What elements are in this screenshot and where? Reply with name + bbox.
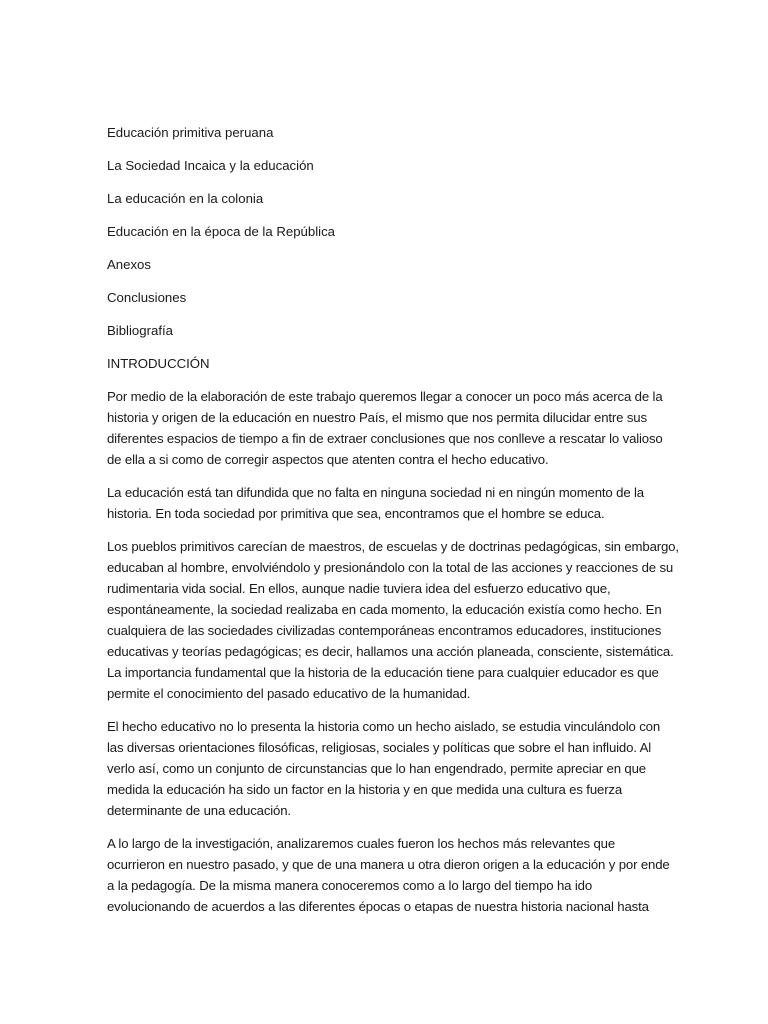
paragraph (107, 482, 663, 524)
paragraph-line: verlo así, como un conjunto de circunstancias que lo han engendrado, permite apreciar en que (107, 761, 646, 776)
paragraph (107, 536, 679, 704)
toc-item: Educación en la época de la República (107, 224, 336, 239)
document-body (107, 122, 679, 929)
paragraph-line: permite el conocimiento del pasado educativo de la humanidad. (107, 686, 471, 701)
paragraph-line: evolucionando de acuerdos a las diferentes épocas o etapas de nuestra historia nacional hasta (107, 899, 649, 914)
paragraph-line: Los pueblos primitivos carecían de maestros, de escuelas y de doctrinas pedagógicas, sin embargo, (107, 539, 679, 554)
paragraph-line: La importancia fundamental que la historia de la educación tiene para cualquier educador es que (107, 665, 659, 680)
paragraph-line: educativas y teorías pedagógicas; es decir, hallamos una acción planeada, consciente, sistemática. (107, 644, 674, 659)
paragraph-line: educaban al hombre, envolviéndolo y presionándolo con la total de las acciones y reacciones de su (107, 560, 674, 575)
paragraph-line: medida la educación ha sido un factor en la historia y en que medida una cultura es fuerza (107, 782, 623, 797)
paragraph-line: espontáneamente, la sociedad realizaba en cada momento, la educación existía como hecho. En (107, 602, 662, 617)
toc-item: Anexos (107, 257, 151, 272)
paragraph-line: A lo largo de la investigación, analizaremos cuales fueron los hechos más relevantes que (107, 836, 616, 851)
paragraph (107, 716, 663, 821)
paragraph-line: Por medio de la elaboración de este trabajo queremos llegar a conocer un poco más acerca de la (107, 389, 663, 404)
paragraph-line: cualquiera de las sociedades civilizadas contemporáneas encontramos educadores, instituciones (107, 623, 662, 638)
paragraph-line: a la pedagogía. De la misma manera conoceremos como a lo largo del tiempo ha ido (107, 878, 593, 893)
toc-item: La Sociedad Incaica y la educación (107, 158, 314, 173)
section-heading: INTRODUCCIÓN (107, 356, 210, 371)
table-of-contents (107, 122, 663, 341)
paragraph (107, 833, 670, 917)
paragraph-line: de ella a si como de corregir aspectos que atenten contra el hecho educativo. (107, 452, 549, 467)
paragraph-line: El hecho educativo no lo presenta la historia como un hecho aislado, se estudia vinculándolo con (107, 719, 661, 734)
paragraph-line: ocurrieron en nuestro pasado, y que de una manera u otra dieron origen a la educación y por ende (107, 857, 670, 872)
paragraph-line: determinante de una educación. (107, 803, 291, 818)
toc-item: Educación primitiva peruana (107, 125, 274, 140)
paragraph-line: historia. En toda sociedad por primitiva que sea, encontramos que el hombre se educa. (107, 506, 605, 521)
toc-item: La educación en la colonia (107, 191, 264, 206)
paragraph-line: las diversas orientaciones filosóficas, religiosas, sociales y políticas que sobre el han influido. Al (107, 740, 651, 755)
toc-item: Conclusiones (107, 290, 187, 305)
paragraph (107, 386, 663, 470)
toc-item: Bibliografía (107, 323, 173, 338)
paragraph-line: La educación está tan difundida que no falta en ninguna sociedad ni en ningún momento de la (107, 485, 644, 500)
paragraph-line: historia y origen de la educación en nuestro País, el mismo que nos permita dilucidar entre sus (107, 410, 647, 425)
paragraph-line: rudimentaria vida social. En ellos, aunque nadie tuviera idea del esfuerzo educativo que, (107, 581, 611, 596)
paragraph-line: diferentes espacios de tiempo a fin de extraer conclusiones que nos conlleve a rescatar lo valioso (107, 431, 663, 446)
